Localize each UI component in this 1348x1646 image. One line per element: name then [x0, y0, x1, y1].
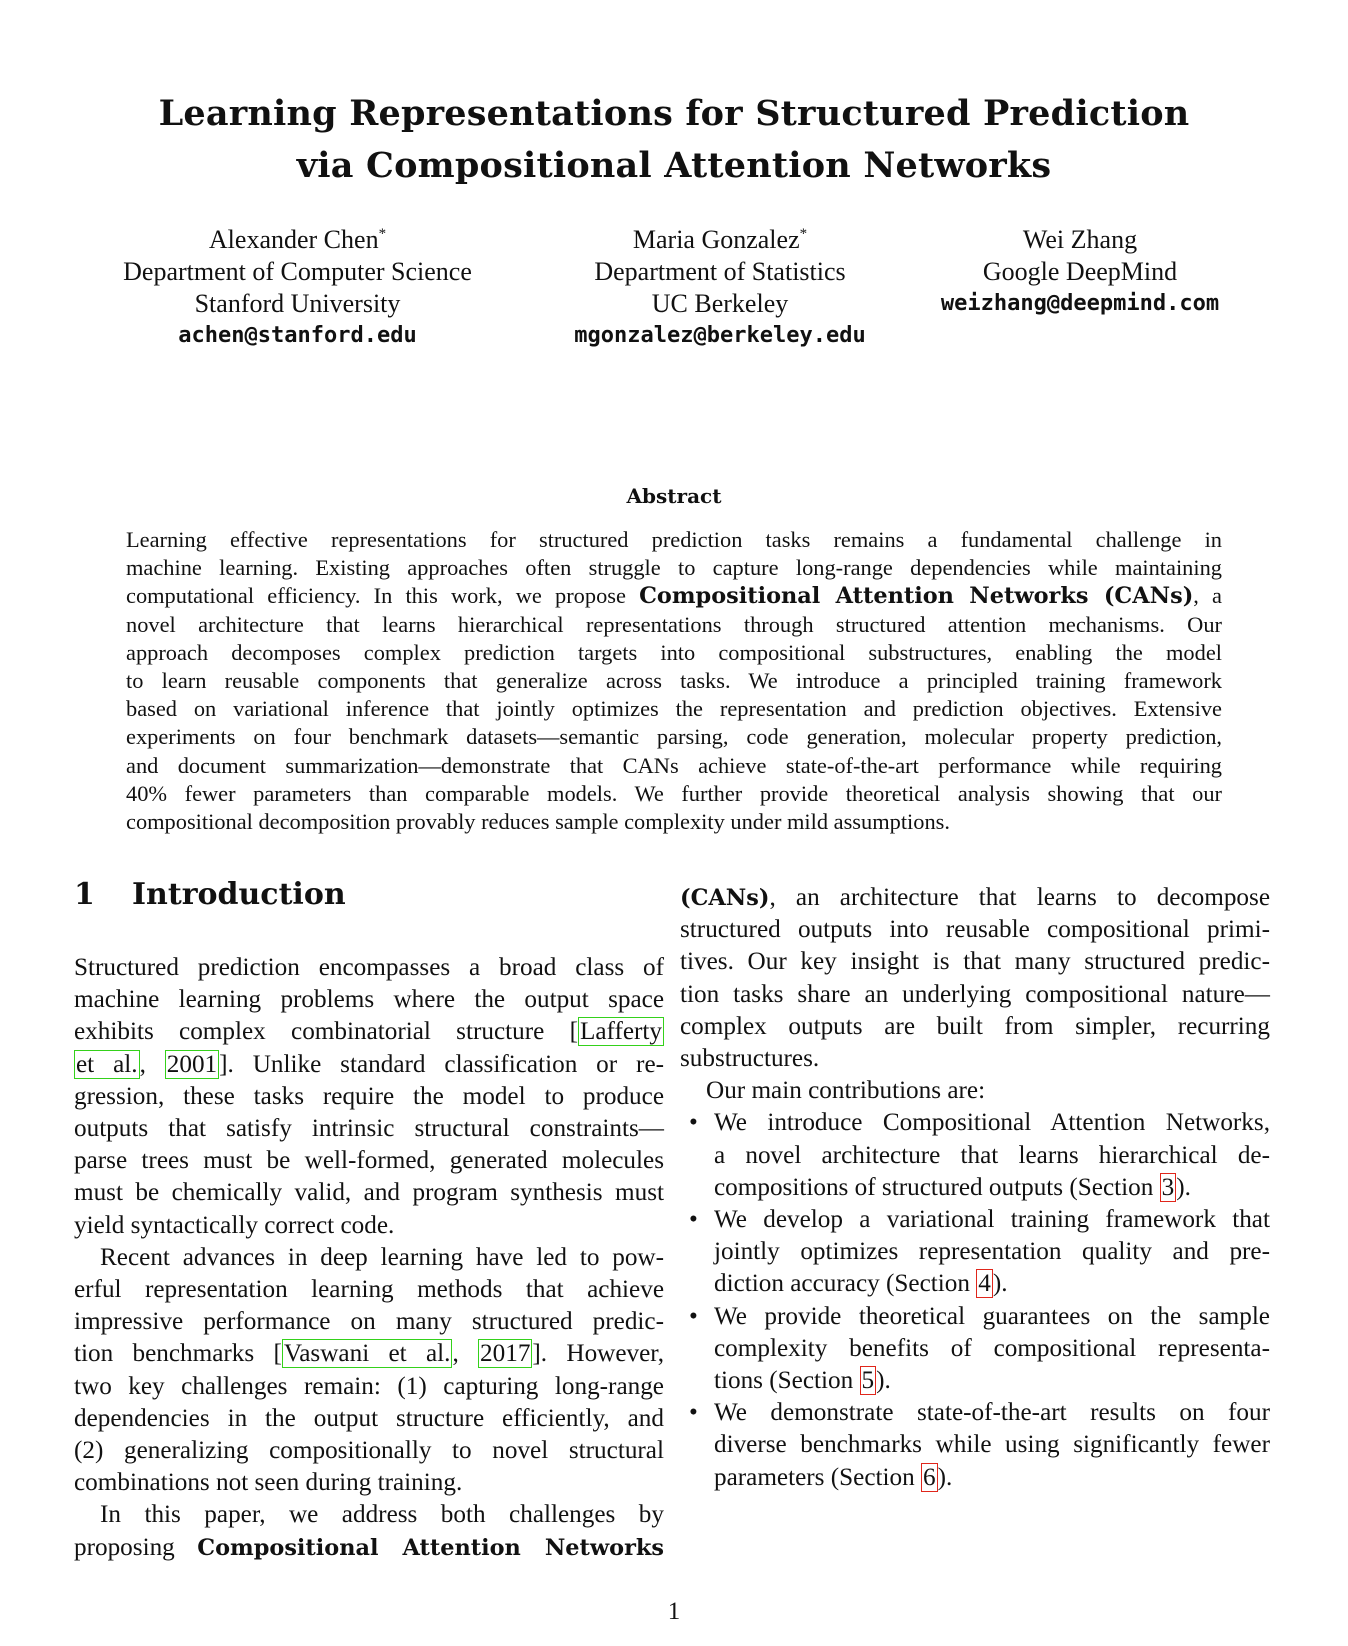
contributions-list — [680, 1107, 1270, 1493]
citation-link[interactable]: Lafferty — [579, 1018, 662, 1046]
author-name: Wei Zhang — [1022, 225, 1138, 254]
author-email[interactable]: weizhang@deepmind.com — [940, 291, 1220, 316]
abstract-line: machine learning. Existing approaches often struggle to capture long-range dependencies while maintaining — [126, 555, 1222, 581]
equal-contribution-mark: * — [799, 226, 808, 242]
citation-link[interactable]: et al. — [76, 1050, 138, 1078]
author-affiliation: Department of Statistics — [594, 257, 846, 286]
author-email[interactable]: achen@stanford.edu — [178, 323, 417, 348]
citation-link[interactable]: 2017 — [480, 1340, 531, 1368]
right-column — [680, 882, 1270, 1494]
abstract-body — [126, 526, 1222, 836]
author-affiliation: Google DeepMind — [982, 257, 1178, 286]
abstract-line: approach decomposes complex prediction targets into compositional substructures, enabling the model — [126, 639, 1222, 665]
author-email[interactable]: mgonzalez@berkeley.edu — [574, 323, 866, 348]
abstract-line: based on variational inference that jointly optimizes the representation and prediction objectives. Extensive — [126, 696, 1222, 722]
title-line: via Compositional Attention Networks — [296, 145, 1052, 186]
abstract-line: novel architecture that learns hierarchical representations through structured attention mechanisms. Our — [126, 611, 1222, 637]
section-heading — [74, 877, 346, 912]
section-number: 1 — [74, 877, 95, 912]
author-institution: UC Berkeley — [651, 289, 789, 318]
list-item: • We introduce Compositional Attention Networks, a novel architecture that learns hierarchical de- compositions of structured outputs (Section 3). — [689, 1109, 1270, 1201]
bullet-icon: • — [689, 1206, 698, 1234]
author-affiliation: Department of Computer Science — [123, 257, 472, 286]
section-title: Introduction — [132, 877, 346, 912]
list-item: • We develop a variational training framework that jointly optimizes representation quality and pre- diction accuracy (Section 4). — [689, 1206, 1270, 1298]
abstract-line: Learning effective representations for structured prediction tasks remains a fundamental challenge in — [126, 527, 1222, 552]
author-block — [555, 224, 885, 352]
paper-title — [0, 88, 1348, 192]
paragraph: In this paper, we address both challenges by proposing Compositional Attention Networks — [74, 1501, 664, 1561]
citation-link[interactable]: 2001 — [166, 1050, 218, 1078]
abstract-line: 40% fewer parameters than comparable models. We further provide theoretical analysis showing that our — [126, 780, 1222, 806]
section-ref-link[interactable]: 4 — [978, 1270, 991, 1298]
abstract-line: experiments on four benchmark datasets—semantic parsing, code generation, molecular property prediction, — [126, 724, 1222, 750]
section-ref-link[interactable]: 3 — [1161, 1173, 1175, 1201]
abstract-line: to learn reusable components that generalize across tasks. We introduce a principled training framework — [126, 668, 1222, 694]
equal-contribution-mark: * — [378, 226, 387, 242]
page-number: 1 — [667, 1598, 681, 1625]
model-name-bold: Compositional Attention Networks — [197, 1534, 664, 1561]
left-column — [74, 952, 664, 1564]
contributions-intro: Our main contributions are: — [706, 1077, 986, 1105]
section-ref-link[interactable]: 5 — [861, 1367, 875, 1395]
bullet-icon: • — [689, 1399, 698, 1427]
list-item: • We provide theoretical guarantees on the sample complexity benefits of compositional representa- tions (Section 5). — [689, 1302, 1270, 1395]
paragraph: Structured prediction encompasses a broad class of machine learning problems where the output space exhibits complex combinatorial structure [Lafferty et al., 2001]. Unlike standard classification or re- gression, these tasks require the model to produce outputs that satisfy intrinsic structural constraints— parse trees must be well-formed, generated molecules must be chemically valid, and program synthesis must yield syntactically correct code. — [74, 954, 665, 1239]
paragraph: (CANs), an architecture that learns to decompose structured outputs into reusable compositional primi- tives. Our key insight is that many structured predic- tion tasks share an underlying compositional nature— complex outputs are built from simpler, recurring substructures. — [680, 884, 1270, 1073]
model-name-bold: Compositional Attention Networks (CANs) — [639, 583, 1194, 610]
abstract-line: compositional decomposition provably reduces sample complexity under mild assumptions. — [126, 809, 950, 835]
author-institution: Stanford University — [194, 289, 401, 318]
section-ref-link[interactable]: 6 — [923, 1463, 936, 1491]
abstract-line: computational efficiency. In this work, we propose Compositional Attention Networks (CANs), a — [126, 583, 1222, 610]
paragraph: Recent advances in deep learning have led to pow- erful representation learning methods that achieve impressive performance on many structured predic- tion benchmarks [Vaswani et al., 2017]. However, two key challenges remain: (1) capturing long-range dependencies in the output structure efficiently, and (2) generalizing compositionally to novel structural combinations not seen during training. — [74, 1243, 664, 1497]
author-name: Alexander Chen — [208, 225, 379, 254]
title-line: Learning Representations for Structured Prediction — [158, 93, 1190, 134]
list-item: • We demonstrate state-of-the-art results on four diverse benchmarks while using significantly fewer parameters (Section 6). — [689, 1399, 1270, 1491]
abstract-line: and document summarization—demonstrate that CANs achieve state-of-the-art performance while requiring — [126, 752, 1222, 778]
abstract-heading: Abstract — [626, 484, 722, 508]
model-abbrev-bold: (CANs) — [680, 885, 770, 911]
author-name: Maria Gonzalez — [632, 225, 800, 254]
author-block — [915, 224, 1245, 320]
citation-link[interactable]: Vaswani et al. — [283, 1340, 451, 1368]
bullet-icon: • — [689, 1302, 698, 1330]
bullet-icon: • — [689, 1109, 698, 1137]
author-block — [95, 224, 500, 352]
